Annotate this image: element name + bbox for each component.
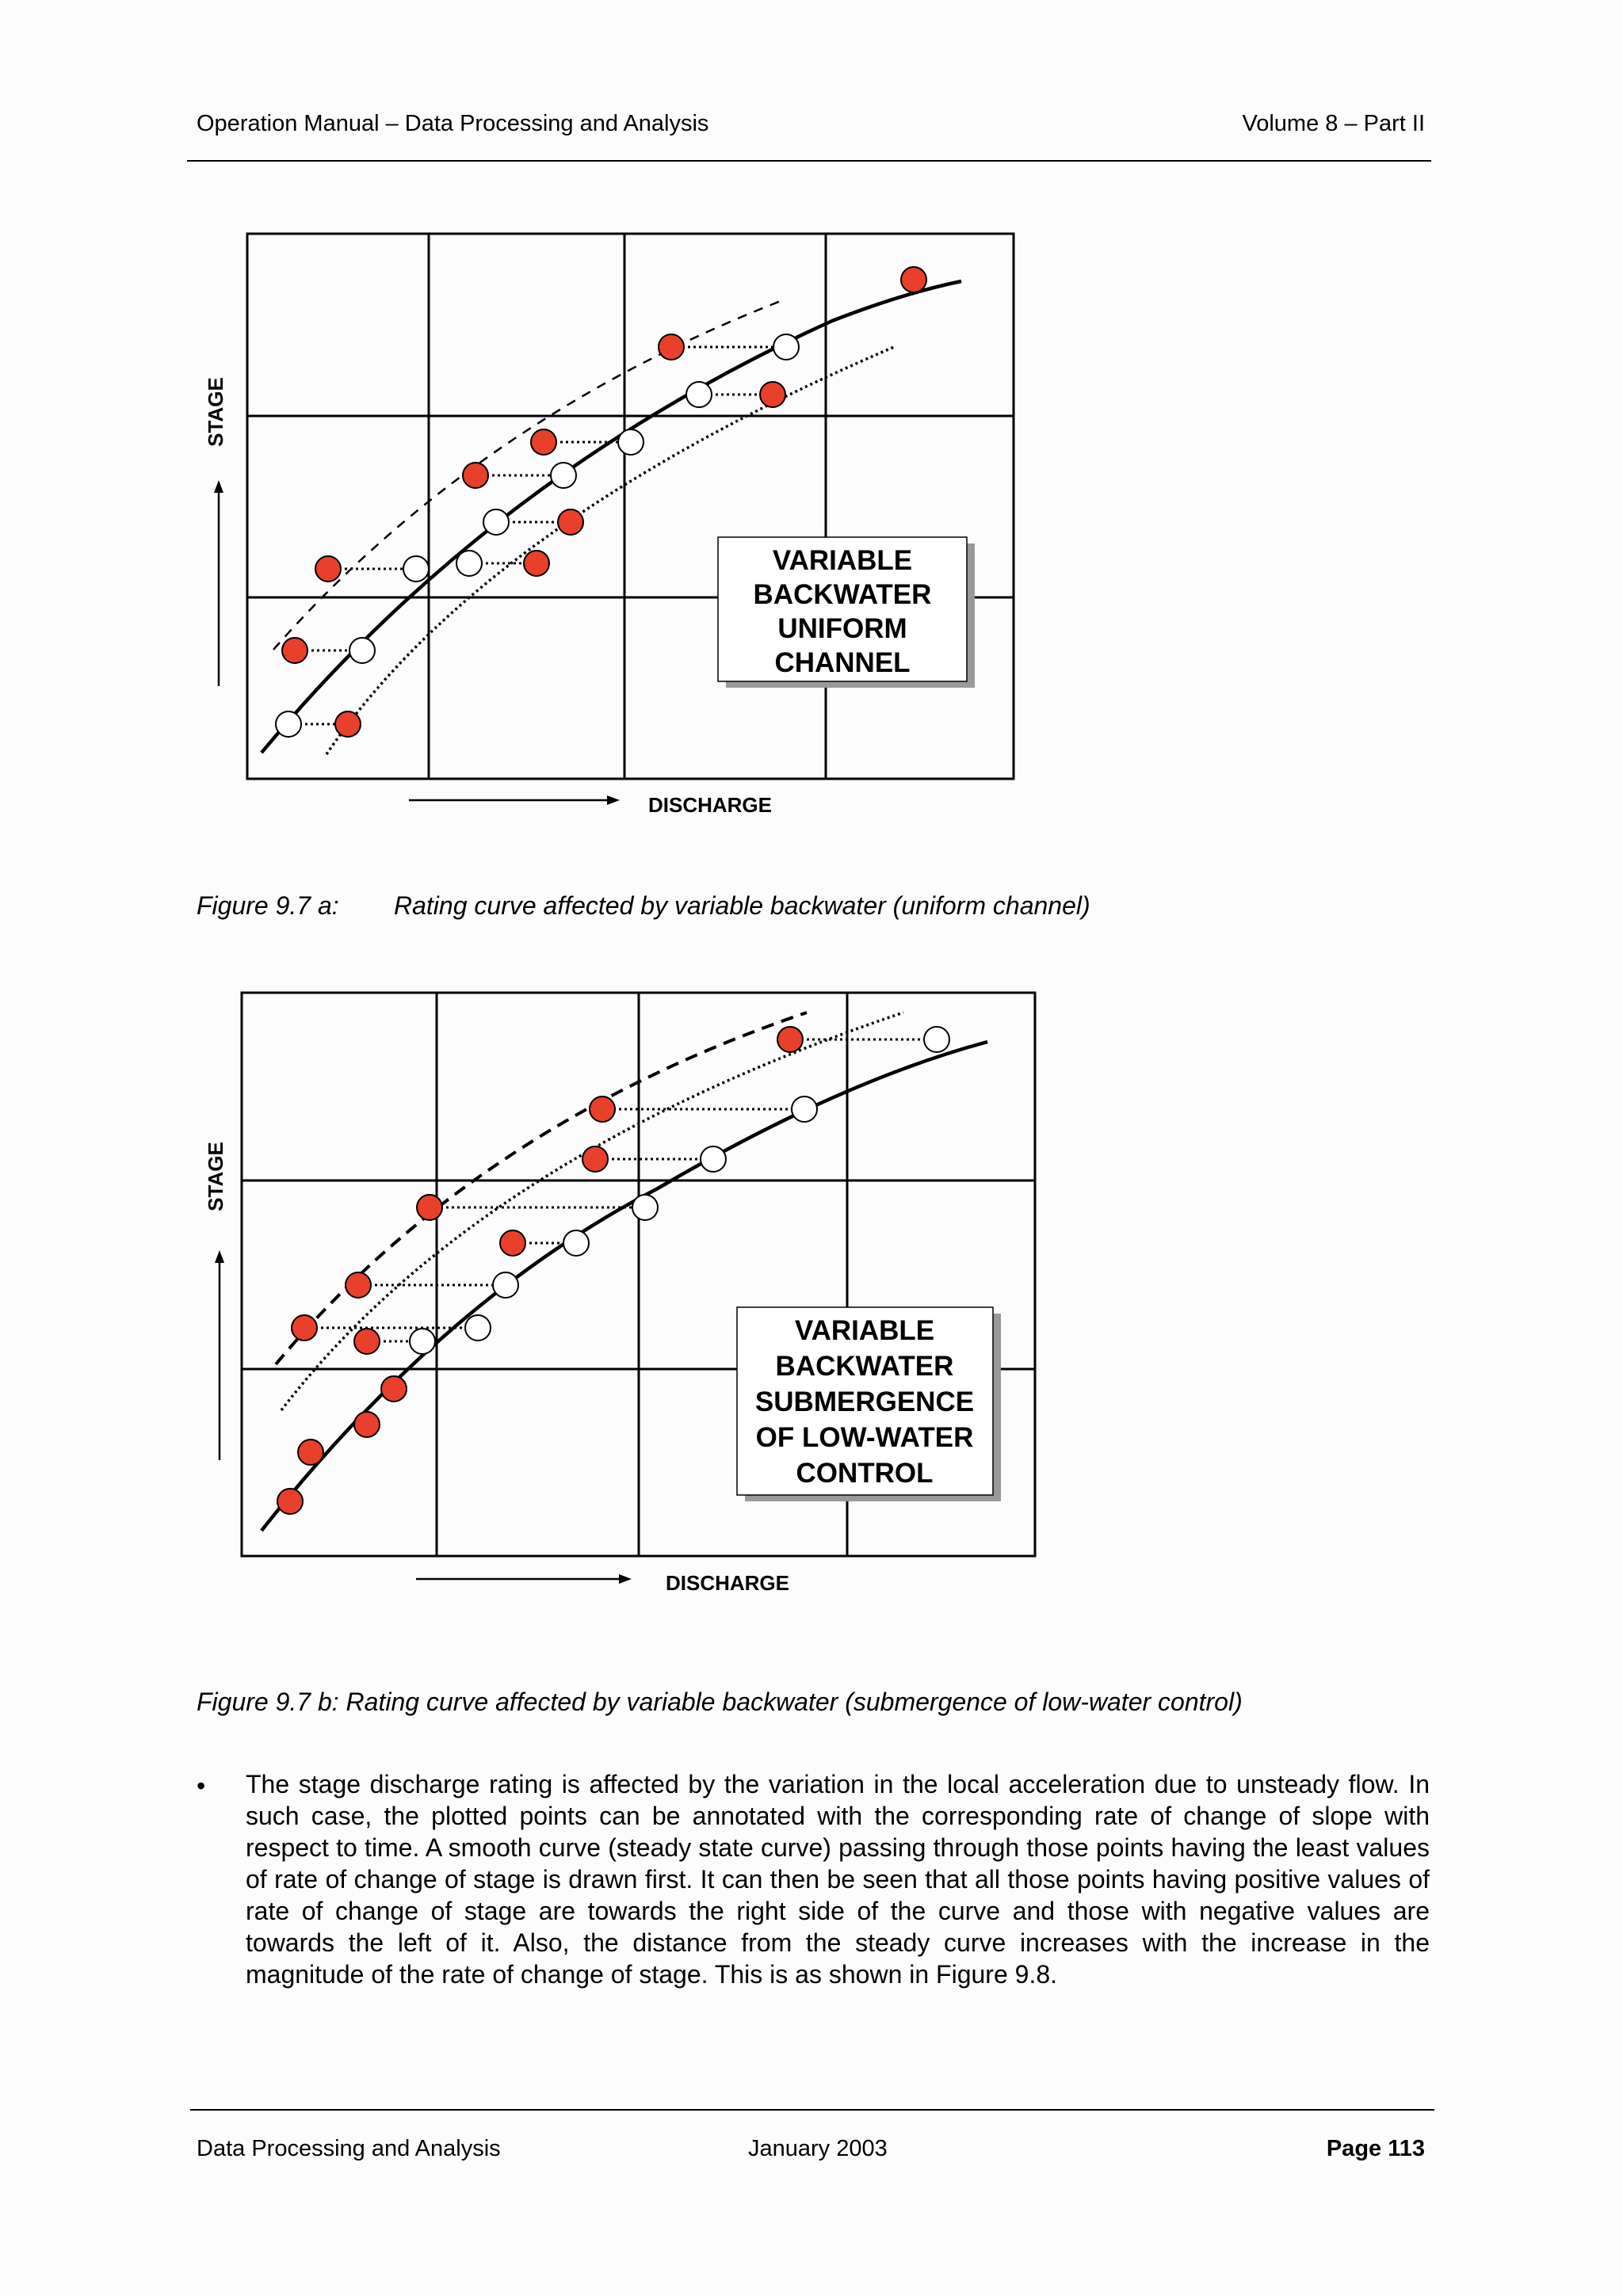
box-line-5: CONTROL bbox=[796, 1458, 934, 1489]
data-point bbox=[582, 1146, 608, 1172]
data-point bbox=[276, 711, 301, 737]
y-axis-label: STAGE bbox=[204, 377, 227, 447]
data-point bbox=[551, 463, 576, 488]
data-point bbox=[282, 638, 307, 663]
data-point bbox=[524, 551, 549, 576]
point-connectors bbox=[304, 1039, 937, 1341]
data-point bbox=[659, 334, 684, 360]
data-point bbox=[760, 382, 785, 407]
header-right: Volume 8 – Part II bbox=[1242, 111, 1425, 136]
box-line-3: SUBMERGENCE bbox=[754, 1386, 975, 1417]
footer-center: January 2003 bbox=[748, 2136, 888, 2161]
plot-frame bbox=[247, 234, 1014, 779]
data-point bbox=[701, 1146, 726, 1172]
submerged-rating-curve bbox=[276, 1013, 807, 1364]
box-line-4: OF LOW-WATER bbox=[755, 1422, 974, 1453]
point-connectors bbox=[288, 347, 786, 724]
data-point bbox=[924, 1027, 949, 1052]
data-point bbox=[792, 1097, 817, 1122]
data-point bbox=[483, 509, 509, 535]
box-line-1: VARIABLE bbox=[772, 545, 913, 576]
box-line-1: VARIABLE bbox=[794, 1315, 935, 1346]
footer-rule bbox=[190, 2109, 1434, 2111]
data-point bbox=[354, 1329, 380, 1354]
figure-9-7b bbox=[0, 951, 1623, 1624]
header-left: Operation Manual – Data Processing and Analysis bbox=[197, 111, 709, 136]
data-point bbox=[563, 1230, 589, 1256]
data-point bbox=[417, 1195, 442, 1220]
body-paragraph: The stage discharge rating is affected by the variation in the local acceleration due to unsteady flow. In such case, the plotted points can be annotated with the corresponding rate of change of slope with respect to time. A smooth curve (steady state curve) passing through those points having the least values of rate of change of stage is drawn first. It can then be seen that all those points having positive values of rate of change of stage are towards the right side of the curve and those with negative values are towards the left of it. Also, the distance from the steady curve increases with the increase in the magnitude of the rate of change of stage. This is as shown in Figure 9.8. bbox=[246, 1770, 1430, 1989]
y-axis-label: STAGE bbox=[204, 1142, 227, 1211]
data-point bbox=[403, 556, 429, 582]
data-point bbox=[558, 509, 583, 535]
data-point bbox=[335, 711, 361, 737]
observed-points-filled bbox=[277, 1027, 803, 1514]
figure-caption-label: Figure 9.7 a: bbox=[197, 891, 339, 920]
data-point bbox=[618, 429, 643, 455]
box-line-2: BACKWATER bbox=[753, 579, 932, 610]
figure-caption: Figure 9.7 b: Rating curve affected by variable backwater (submergence of low-water control) bbox=[197, 1688, 1243, 1716]
data-point bbox=[315, 556, 341, 582]
footer-left: Data Processing and Analysis bbox=[197, 2136, 501, 2161]
data-point bbox=[901, 267, 926, 292]
data-point bbox=[349, 638, 375, 663]
box-line-2: BACKWATER bbox=[775, 1351, 954, 1382]
data-point bbox=[354, 1412, 380, 1437]
data-point bbox=[590, 1097, 615, 1122]
data-point bbox=[632, 1195, 658, 1220]
data-point bbox=[410, 1329, 435, 1354]
data-point bbox=[500, 1230, 525, 1256]
data-point bbox=[777, 1027, 803, 1052]
box-line-4: CHANNEL bbox=[774, 647, 911, 678]
data-point bbox=[531, 429, 556, 455]
data-point bbox=[381, 1376, 407, 1402]
x-axis-label: DISCHARGE bbox=[647, 793, 773, 817]
data-point bbox=[493, 1272, 518, 1298]
data-point bbox=[292, 1315, 317, 1341]
page-number: Page 113 bbox=[1326, 2136, 1425, 2161]
x-axis-label: DISCHARGE bbox=[665, 1571, 790, 1595]
box-line-3: UNIFORM bbox=[777, 613, 907, 644]
observed-points-open bbox=[410, 1027, 949, 1354]
data-point bbox=[456, 551, 482, 576]
bullet-marker: • bbox=[197, 1772, 206, 1800]
data-point bbox=[463, 463, 488, 488]
data-point bbox=[686, 382, 712, 407]
data-point bbox=[773, 334, 799, 360]
data-point bbox=[346, 1272, 371, 1298]
data-point bbox=[298, 1440, 323, 1465]
figure-9-7a bbox=[0, 0, 1623, 871]
data-point bbox=[465, 1315, 491, 1341]
data-point bbox=[277, 1489, 303, 1514]
figure-caption-text: Rating curve affected by variable backwater (uniform channel) bbox=[394, 891, 1090, 920]
